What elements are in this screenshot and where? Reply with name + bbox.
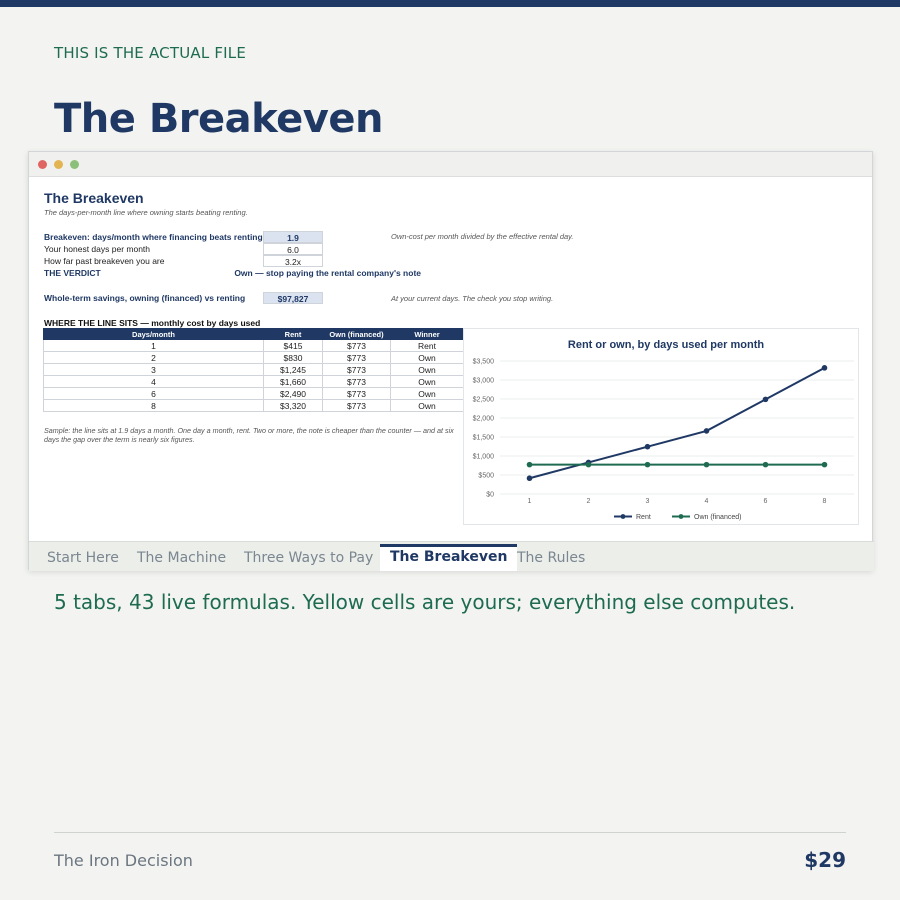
line-chart: [464, 329, 860, 526]
cell-days[interactable]: 8: [44, 400, 264, 412]
past-breakeven-label: How far past breakeven you are: [44, 256, 165, 266]
close-window-dot-icon[interactable]: [38, 160, 47, 169]
cell-rent[interactable]: $2,490: [264, 388, 323, 400]
breakeven-table: [43, 328, 464, 412]
past-breakeven-cell[interactable]: 3.2x: [263, 255, 323, 267]
footer-divider: [54, 832, 846, 833]
cell-own[interactable]: $773: [323, 364, 391, 376]
brand-name: The Iron Decision: [54, 851, 193, 870]
cell-winner[interactable]: Own: [391, 388, 464, 400]
cell-days[interactable]: 4: [44, 376, 264, 388]
y-tick-label: $3,500: [472, 358, 494, 366]
top-accent-bar: [0, 0, 900, 7]
table-row: [44, 388, 464, 400]
cell-winner[interactable]: Rent: [391, 340, 464, 352]
cell-rent[interactable]: $1,245: [264, 364, 323, 376]
tab-start-here[interactable]: Start Here: [47, 550, 119, 566]
cell-days[interactable]: 2: [44, 352, 264, 364]
cell-winner[interactable]: Own: [391, 400, 464, 412]
y-tick-label: $500: [478, 472, 494, 480]
data-point: [645, 444, 651, 450]
y-tick-label: $2,500: [472, 396, 494, 404]
headline: The Breakeven: [54, 96, 383, 142]
cell-own[interactable]: $773: [323, 340, 391, 352]
cell-own[interactable]: $773: [323, 400, 391, 412]
cell-winner[interactable]: Own: [391, 364, 464, 376]
savings-value-cell[interactable]: $97,827: [263, 292, 323, 304]
tagline: 5 tabs, 43 live formulas. Yellow cells are yours; everything else computes.: [54, 590, 796, 614]
verdict-label: THE VERDICT: [44, 268, 101, 278]
chart-title: Rent or own, by days used per month: [567, 339, 765, 351]
sheet-area: [29, 177, 874, 541]
savings-label: Whole-term savings, owning (financed) vs renting: [44, 293, 246, 303]
minimize-window-dot-icon[interactable]: [54, 160, 63, 169]
data-point: [763, 462, 769, 468]
table-row: [44, 352, 464, 364]
honest-days-cell[interactable]: 6.0: [263, 243, 323, 255]
breakeven-value-cell[interactable]: 1.9: [263, 231, 323, 243]
sheet-tab-bar: [29, 541, 874, 571]
table-row: [44, 400, 464, 412]
cell-rent[interactable]: $3,320: [264, 400, 323, 412]
legend-label: Own (financed): [694, 514, 742, 521]
breakeven-label: Breakeven: days/month where financing beats renting: [44, 232, 263, 242]
data-point: [645, 462, 651, 468]
data-point: [763, 397, 769, 403]
spreadsheet-window: [28, 151, 873, 570]
tab-the-rules[interactable]: The Rules: [517, 550, 586, 566]
window-titlebar: [29, 152, 872, 177]
breakeven-note: Own-cost per month divided by the effective rental day.: [391, 232, 574, 241]
cell-own[interactable]: $773: [323, 376, 391, 388]
x-tick-label: 2: [586, 498, 591, 505]
y-tick-label: $3,000: [472, 377, 494, 385]
legend-marker: [679, 514, 684, 519]
header-winner: Winner: [391, 329, 464, 340]
y-tick-label: $2,000: [472, 415, 494, 423]
data-point: [822, 462, 828, 468]
cell-winner[interactable]: Own: [391, 376, 464, 388]
cell-rent[interactable]: $415: [264, 340, 323, 352]
legend-marker: [621, 514, 626, 519]
header-own: Own (financed): [323, 329, 391, 340]
data-point: [527, 475, 533, 481]
eyebrow-text: THIS IS THE ACTUAL FILE: [54, 44, 247, 62]
legend-label: Rent: [636, 514, 651, 521]
honest-days-label: Your honest days per month: [44, 244, 151, 254]
maximize-window-dot-icon[interactable]: [70, 160, 79, 169]
data-point: [704, 428, 710, 434]
sheet-title: The Breakeven: [44, 190, 144, 206]
price-label: $29: [804, 848, 846, 872]
cell-rent[interactable]: $1,660: [264, 376, 323, 388]
tab-the-breakeven[interactable]: The Breakeven: [380, 544, 517, 571]
data-point: [527, 462, 533, 468]
header-rent: Rent: [264, 329, 323, 340]
y-tick-label: $0: [486, 491, 494, 499]
table-row: [44, 340, 464, 352]
chart-container[interactable]: [463, 328, 859, 525]
x-tick-label: 4: [704, 498, 709, 505]
table-row: [44, 376, 464, 388]
data-point: [704, 462, 710, 468]
x-tick-label: 6: [763, 498, 768, 505]
table-row: [44, 364, 464, 376]
cell-days[interactable]: 6: [44, 388, 264, 400]
cell-rent[interactable]: $830: [264, 352, 323, 364]
table-title: WHERE THE LINE SITS — monthly cost by days used: [44, 318, 261, 328]
x-tick-label: 3: [645, 498, 650, 505]
header-days: Days/month: [44, 329, 264, 340]
tab-the-machine[interactable]: The Machine: [137, 550, 227, 566]
x-tick-label: 8: [822, 498, 827, 505]
sample-note: Sample: the line sits at 1.9 days a month. One day a month, rent. Two or more, the note is cheaper than the counter — and at six days the gap over the term is nearly six figures.: [44, 426, 454, 444]
data-point: [822, 365, 828, 371]
verdict-value-cell[interactable]: Own — stop paying the rental company's note: [234, 268, 421, 278]
tab-three-ways-to-pay[interactable]: Three Ways to Pay: [244, 550, 374, 566]
x-tick-label: 1: [527, 498, 532, 505]
cell-winner[interactable]: Own: [391, 352, 464, 364]
series-line-rent: [530, 368, 825, 478]
data-point: [586, 462, 592, 468]
y-tick-label: $1,500: [472, 434, 494, 442]
cell-days[interactable]: 3: [44, 364, 264, 376]
savings-note: At your current days. The check you stop writing.: [391, 294, 554, 303]
sheet-subtitle: The days-per-month line where owning starts beating renting.: [44, 208, 248, 217]
table-header-row: [44, 329, 464, 340]
cell-days[interactable]: 1: [44, 340, 264, 352]
cell-own[interactable]: $773: [323, 352, 391, 364]
y-tick-label: $1,000: [472, 453, 494, 461]
cell-own[interactable]: $773: [323, 388, 391, 400]
